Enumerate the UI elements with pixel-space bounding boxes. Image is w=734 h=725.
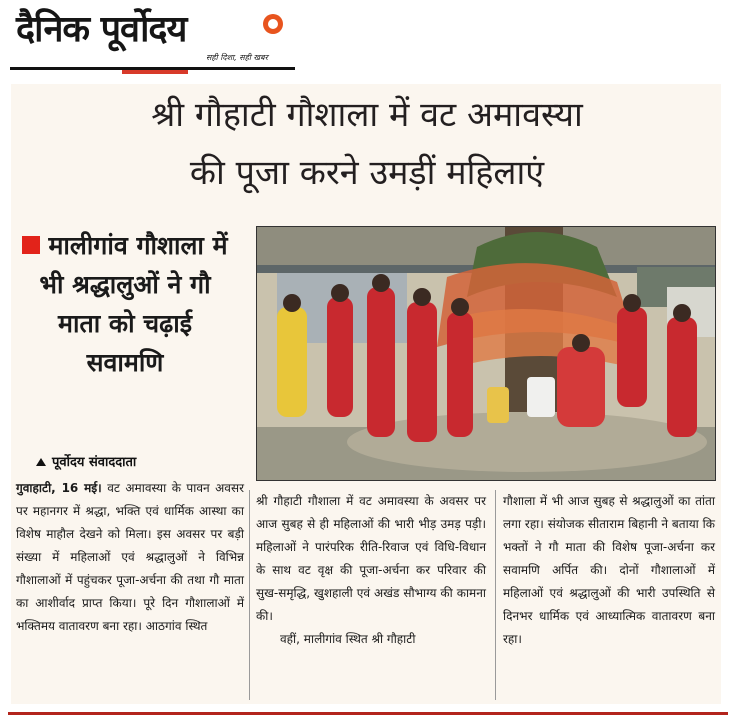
subheadline-text: मालीगांव गौशाला में भी श्रद्धालुओं ने गौ माता को चढ़ाई सवामणि	[39, 231, 228, 377]
column-divider	[495, 490, 496, 700]
headline-line-1: श्री गौहाटी गौशाला में वट अमावस्या	[151, 95, 583, 135]
headline-line-2: की पूजा करने उमड़ीं महिलाएं	[189, 153, 545, 193]
headline	[16, 86, 718, 202]
masthead	[10, 4, 300, 74]
body-column-2-paragraph-2: वहीं, मालीगांव स्थित श्री गौहाटी	[280, 632, 416, 646]
logo-dot-icon	[263, 14, 283, 34]
byline	[36, 452, 136, 470]
photo-illustration	[257, 227, 715, 480]
body-column-2-text: श्री गौहाटी गौशाला में वट अमावस्या के अवसर पर आज सुबह से ही महिलाओं की भारी भीड़ उमड़ पड़ी। महिलाओं ने पारंपरिक रीति-रिवाज एवं विधि-विधान के साथ वट वृक्ष की पूजा-अर्चना कर परिवार की सुख-समृद्धि, खुशहाली एवं अखंड सौभाग्य की कामना की।	[256, 494, 486, 623]
subheadline	[22, 226, 228, 382]
red-square-bullet-icon	[22, 236, 40, 254]
column-divider	[249, 490, 250, 700]
dateline: गुवाहाटी, 16 मई।	[16, 481, 102, 495]
body-column-2	[256, 490, 486, 651]
body-column-1	[16, 477, 244, 638]
article-photo	[256, 226, 716, 481]
masthead-red-strip	[122, 70, 188, 74]
body-column-3	[503, 490, 715, 651]
body-column-3-text: गौशाला में भी आज सुबह से श्रद्धालुओं का तांता लगा रहा। संयोजक सीताराम बिहानी ने बताया कि भक्तों ने गौ माता की विशेष पूजा-अर्चना कर सवामणि अर्पित की। दोनों गौशालाओं में महिलाओं एवं श्रद्धालुओं की भारी उपस्थिति से दिनभर धार्मिक एवं आध्यात्मिक वातावरण बना रहा।	[503, 494, 715, 646]
byline-triangle-icon	[36, 458, 46, 466]
bottom-rule	[8, 712, 728, 715]
newspaper-tagline: सही दिशा, सही खबर	[206, 53, 268, 62]
body-column-1-text: वट अमावस्या के पावन अवसर पर महानगर में श्रद्धा, भक्ति एवं धार्मिक आस्था का विशेष माहौल देखने को मिला। इस अवसर पर बड़ी संख्या में महिलाओं एवं श्रद्धालुओं ने विभिन्न गौशालाओं में पहुंचकर पूजा-अर्चना की तथा गौ माता का आशीर्वाद प्राप्त किया। पूरे दिन गौशालाओं में भक्तिमय वातावरण बना रहा। आठगांव स्थित	[16, 481, 244, 633]
byline-text: पूर्वोदय संवाददाता	[52, 455, 137, 470]
newspaper-title: दैनिक पूर्वोदय	[16, 9, 187, 50]
